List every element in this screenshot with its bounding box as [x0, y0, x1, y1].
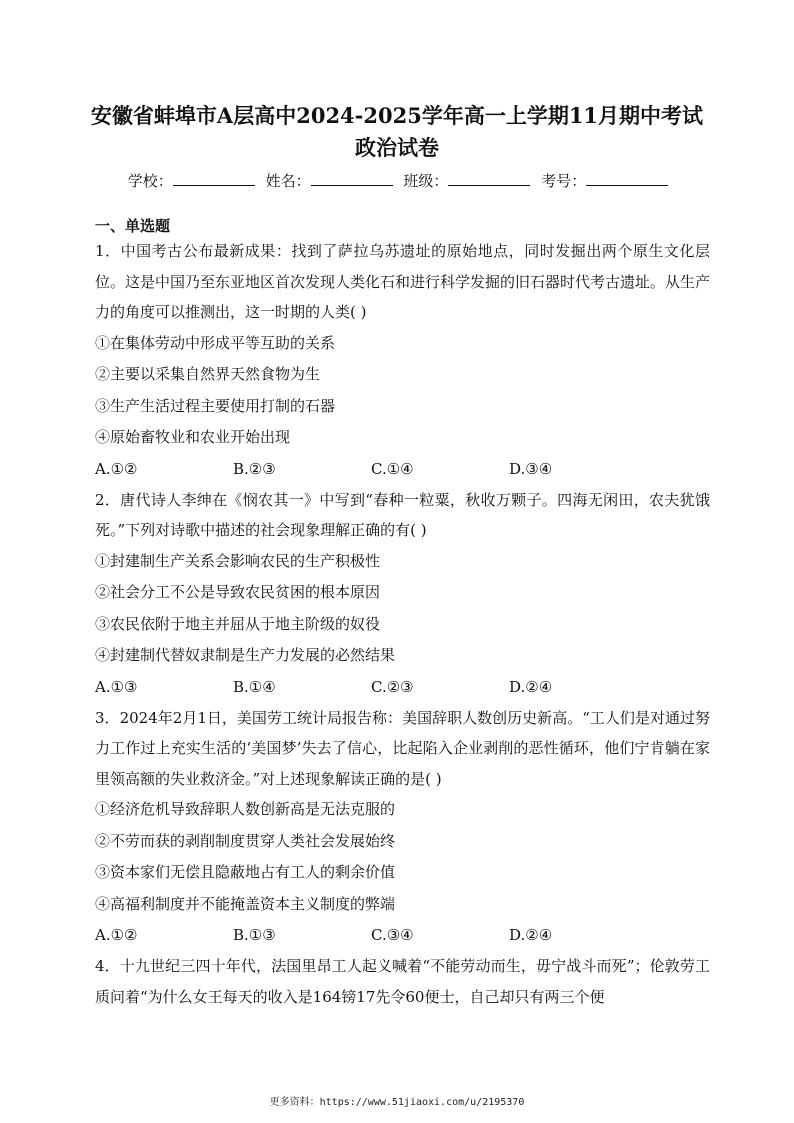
school-blank[interactable]	[173, 171, 255, 186]
student-info-line	[0, 170, 794, 191]
question-option: ①封建制生产关系会影响农民的生产积极性	[95, 551, 381, 570]
answer-choices	[95, 454, 710, 485]
question-option: ②主要以采集自然界天然食物为生	[95, 365, 321, 383]
question-option: ②不劳而获的剥削制度贯穿人类社会发展始终	[95, 831, 396, 850]
question-stem: 1．中国考古公布最新成果：找到了萨拉乌苏遗址的原始地点，同时发掘出两个原生文化层位。这是中国乃至东亚地区首次发现人类化石和进行科学发掘的旧石器时代考古遗址。从生产力的角度可以推测出，这一时期的人类( )	[95, 242, 711, 321]
answer-choices	[95, 920, 710, 951]
number-blank[interactable]	[586, 171, 668, 186]
question-option: ③生产生活过程主要使用打制的石器	[95, 396, 336, 415]
question-option: ②社会分工不公是导致农民贫困的根本原因	[95, 583, 381, 601]
question-option: ④原始畜牧业和农业开始出现	[95, 428, 291, 446]
name-blank[interactable]	[311, 171, 393, 186]
choice-d[interactable]: D.②④	[509, 677, 553, 696]
choice-c[interactable]: C.②③	[371, 677, 414, 696]
class-blank[interactable]	[448, 171, 530, 186]
choice-b[interactable]: B.①④	[233, 677, 276, 696]
school-label: 学校：	[127, 172, 173, 190]
choice-d[interactable]: D.②④	[509, 926, 553, 944]
question-option: ①经济危机导致辞职人数创新高是无法克服的	[95, 800, 396, 818]
choice-a[interactable]: A.①②	[95, 459, 138, 478]
choice-b[interactable]: B.①③	[233, 926, 276, 944]
choice-d[interactable]: D.③④	[509, 459, 553, 478]
choice-c[interactable]: C.①④	[371, 459, 414, 478]
question-option: ④高福利制度并不能掩盖资本主义制度的弊端	[95, 894, 396, 913]
footer-source-link: 更多资料：https://www.51jiaoxi.com/u/2195370	[269, 1097, 525, 1108]
question-stem: 3．2024年2月1日，美国劳工统计局报告称：美国辞职人数创历史新高。“工人们是对通过努力工作过上充实生活的‘美国梦’失去了信心，比起陷入企业剥削的恶性循环，他们宁肯躺在家里领高额的失业救济金。”对上述现象解读正确的是( )	[95, 708, 710, 788]
question-option: ③资本家们无偿且隐蔽地占有工人的剩余价值	[95, 863, 396, 881]
question-stem: 4．十九世纪三四十年代，法国里昂工人起义喊着“不能劳动而生，毋宁战斗而死”；伦敦劳工质问着“为什么女王每天的收入是164镑17先令60便士，自己却只有两三个便	[95, 957, 710, 1006]
name-label: 姓名：	[265, 172, 311, 190]
number-label: 考号：	[541, 172, 587, 190]
exam-title: 安徽省蚌埠市A层高中2024-2025学年高一上学期11月期中考试政治试卷	[90, 103, 704, 160]
section-heading: 一、单选题	[95, 217, 171, 235]
answer-choices	[95, 672, 710, 703]
choice-a[interactable]: A.①②	[95, 926, 138, 944]
question-list	[95, 236, 710, 1012]
choice-a[interactable]: A.①③	[95, 677, 138, 696]
class-label: 班级：	[403, 172, 449, 190]
question-stem: 2．唐代诗人李绅在《悯农其一》中写到“春种一粒粟，秋收万颗子。四海无闲田，农夫犹饿死。”下列对诗歌中描述的社会现象理解正确的有( )	[95, 490, 710, 539]
choice-c[interactable]: C.③④	[371, 926, 414, 944]
question-option: ①在集体劳动中形成平等互助的关系	[95, 333, 336, 352]
choice-b[interactable]: B.②③	[233, 459, 276, 478]
question-option: ④封建制代替奴隶制是生产力发展的必然结果	[95, 646, 396, 664]
question-option: ③农民依附于地主并屈从于地主阶级的奴役	[95, 614, 381, 633]
